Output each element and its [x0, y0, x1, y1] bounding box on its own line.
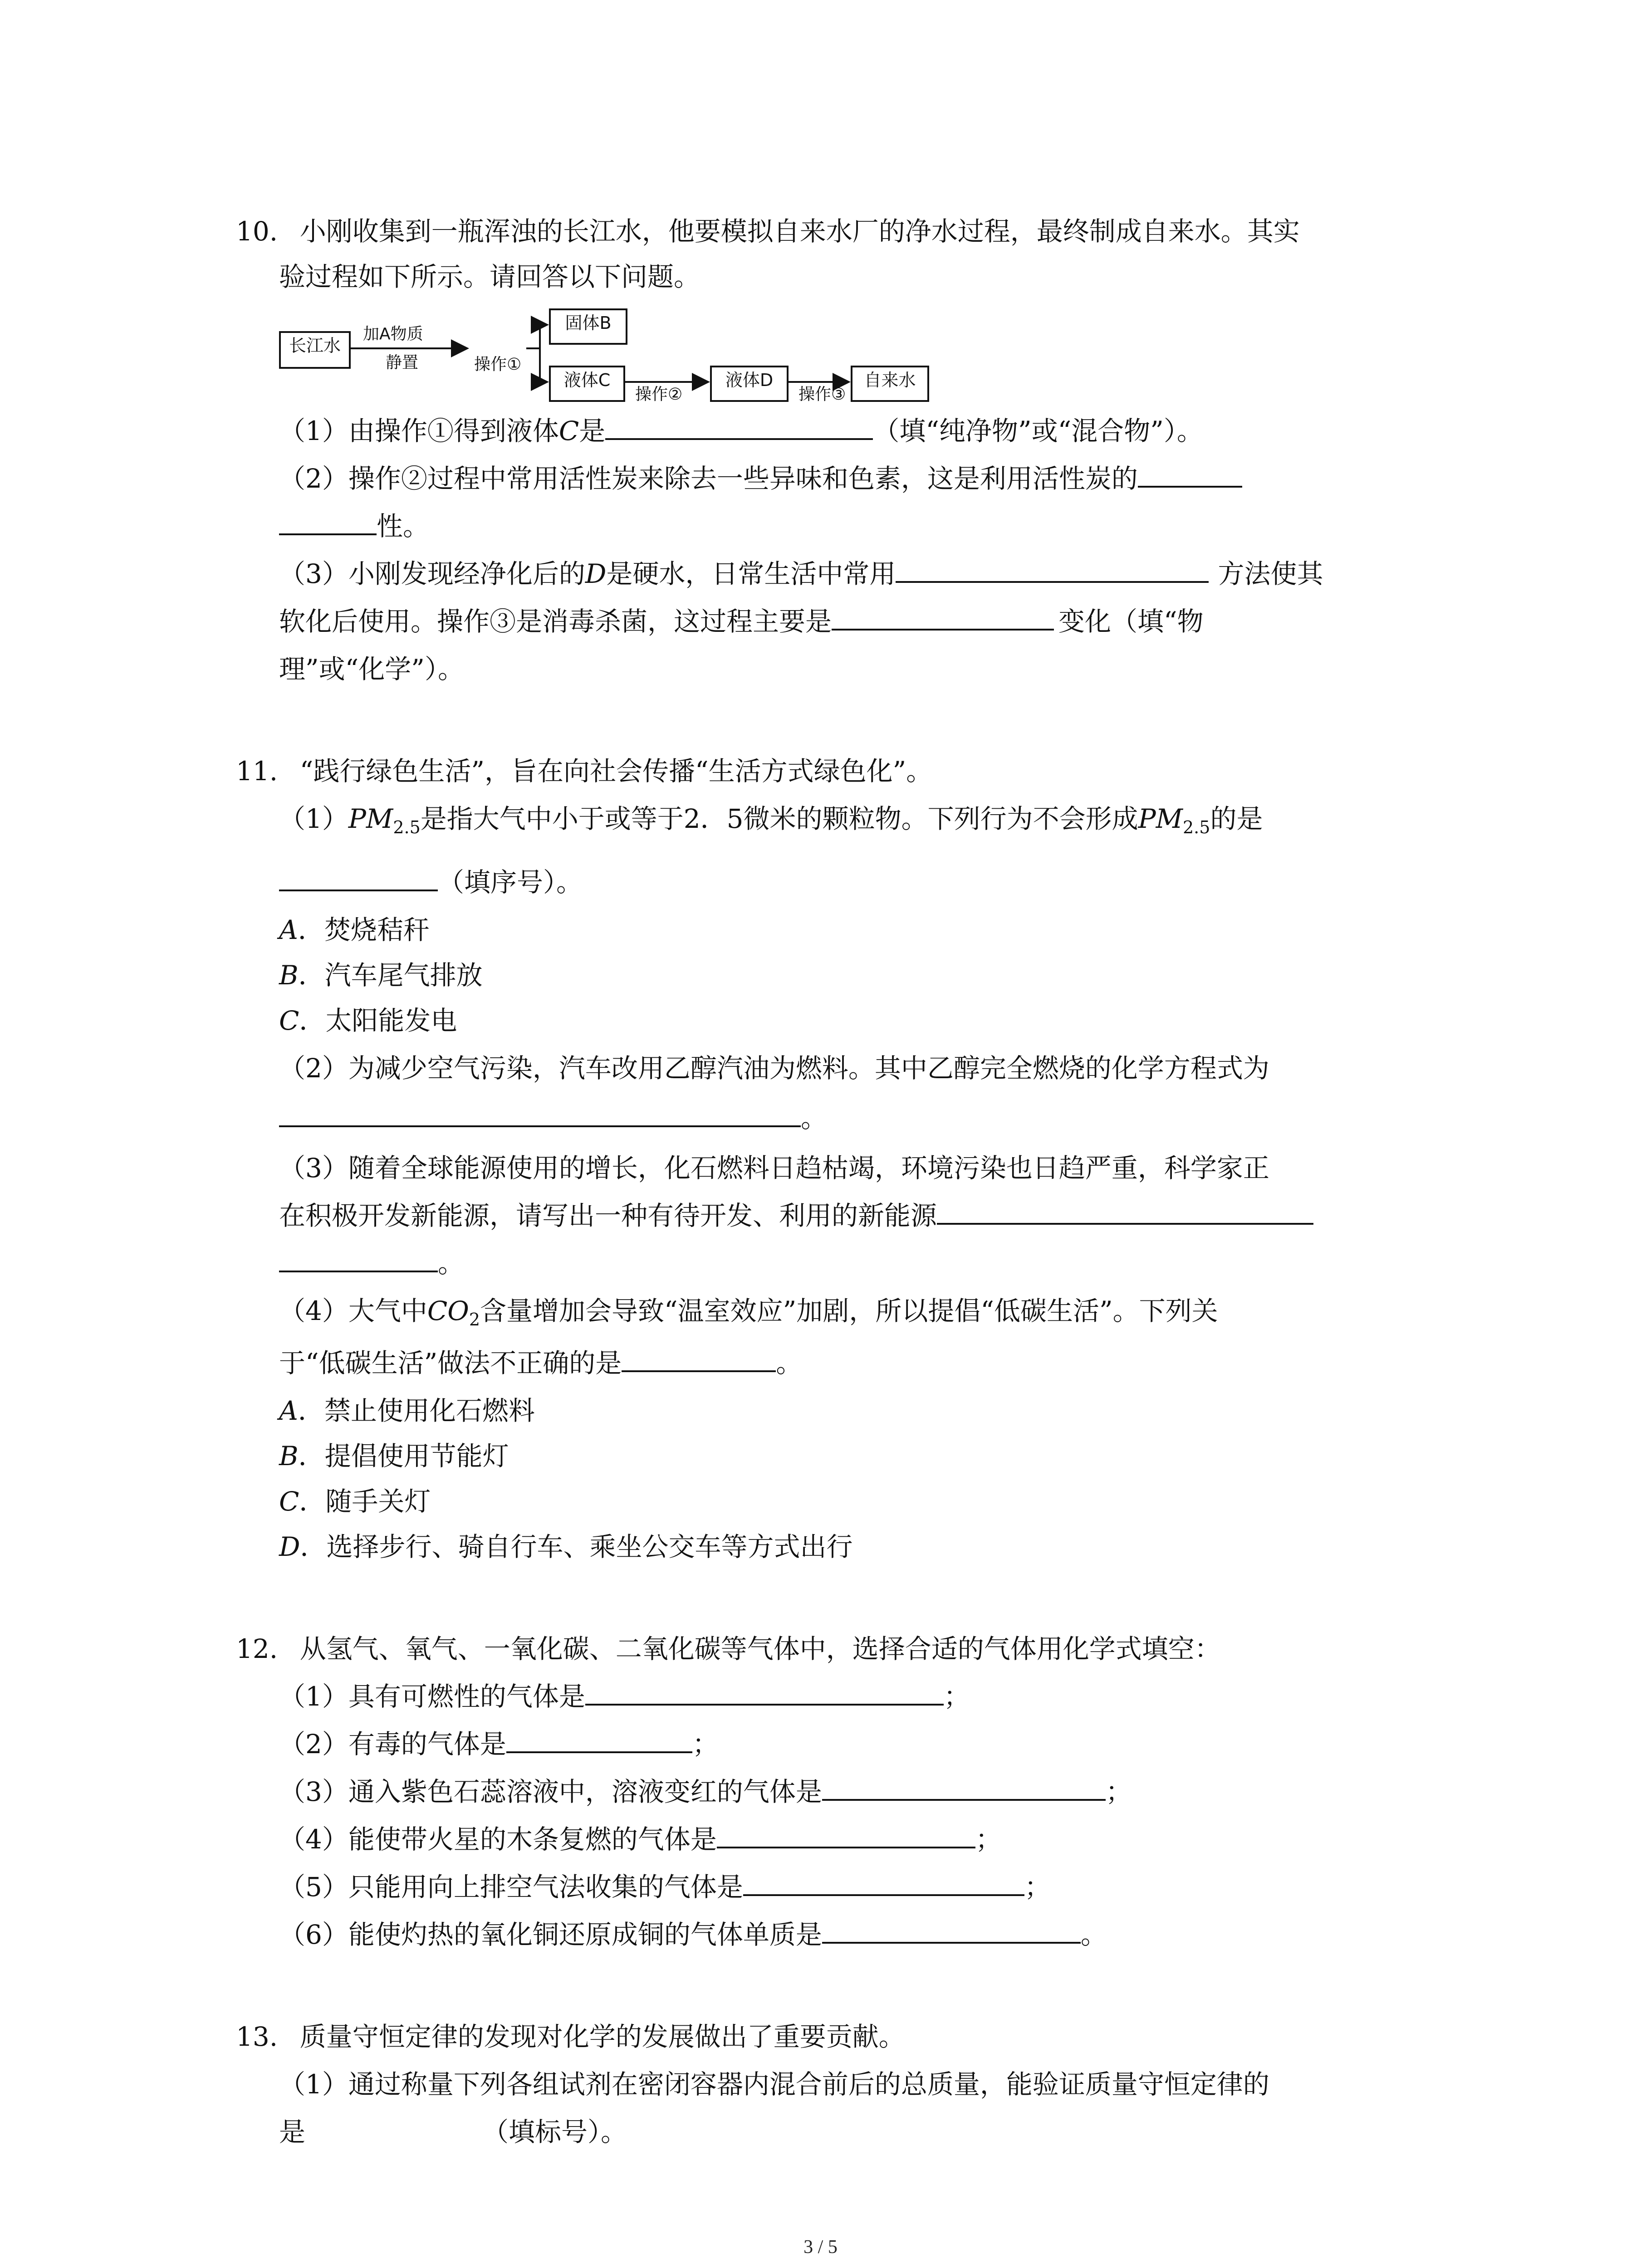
q12-stem	[236, 1631, 1221, 1667]
q12-item-end: ；	[1105, 1776, 1132, 1807]
q11-p1-option-c	[279, 1002, 457, 1039]
q12-item-end: ；	[943, 1681, 970, 1712]
q13-part1: （1）通过称量下列各组试剂在密闭容器内混合前后的总质量，能验证质量守恒定律的	[279, 2069, 1269, 2100]
flow-box-solid: 固体B	[549, 308, 627, 345]
q11-p4-option-d	[279, 1529, 853, 1565]
flow-arrows	[0, 0, 1641, 454]
q11-pm-sub: 2.5	[393, 817, 421, 837]
q10-p2-text-a: （2）操作②过程中常用活性炭来除去一些异味和色素，这是利用活性炭的	[279, 463, 1138, 494]
q11-p1-text-c: 的是	[1210, 803, 1263, 834]
option-text: ．焚烧秸秆	[298, 914, 430, 945]
q12-number: 12.	[236, 1633, 278, 1664]
q12-stem-text: 从氢气、氧气、一氧化碳、二氧化碳等气体中，选择合适的气体用化学式填空：	[299, 1633, 1221, 1664]
q10-part3-line3: 理”或“化学”）。	[279, 654, 464, 684]
option-letter: C	[279, 1005, 299, 1036]
q11-pm-sub-2: 2.5	[1183, 817, 1210, 837]
q11-part3: （3）随着全球能源使用的增长，化石燃料日趋枯竭，环境污染也日趋严重，科学家正	[279, 1153, 1269, 1183]
option-text: ．提倡使用节能灯	[298, 1441, 509, 1471]
flow-box-start: 长江水	[279, 331, 351, 369]
q13-stem	[236, 2019, 905, 2055]
q11-p1-text-a: （1）	[279, 803, 348, 834]
option-text: ．汽车尾气排放	[298, 960, 483, 991]
q11-p2-end: 。	[801, 1103, 828, 1134]
q11-part4-line2	[279, 1345, 802, 1381]
flow-box-liquidC: 液体C	[549, 366, 625, 402]
q11-co-sub: 2	[469, 1310, 480, 1330]
q10-p3-text-b: 是硬水，日常生活中常用	[606, 558, 896, 589]
q13-part1-line2	[279, 2114, 627, 2150]
option-letter: C	[279, 1486, 299, 1517]
q10-p2-text-b: 性。	[377, 511, 430, 542]
page-number: 3 / 5	[803, 2237, 838, 2258]
q11-part2: （2）为减少空气污染，汽车改用乙醇汽油为燃料。其中乙醇完全燃烧的化学方程式为	[279, 1053, 1269, 1084]
q11-p1-option-a	[279, 912, 430, 948]
q11-pm: PM	[348, 803, 393, 834]
option-letter: B	[279, 960, 299, 991]
q10-p2-blank-a[interactable]	[1138, 461, 1242, 488]
q10-part3-line2	[279, 603, 1204, 640]
q11-p4-text-b: 含量增加会导致“温室效应”加剧，所以提倡“低碳生活”。下列关	[480, 1295, 1218, 1326]
q12-item-text: （5）只能用向上排空气法收集的气体是	[279, 1872, 743, 1902]
q10-p3-blank-b[interactable]	[832, 604, 1054, 631]
q12-item-end: ；	[1024, 1872, 1051, 1902]
q10-p3-text-a: （3）小刚发现经净化后的	[279, 558, 585, 589]
q10-p1-text-b: 是	[579, 415, 606, 446]
q10-p3-text-d: 软化后使用。操作③是消毒杀菌，这过程主要是	[279, 606, 832, 637]
flow-op2: 操作②	[635, 385, 683, 404]
option-letter: D	[279, 1531, 300, 1562]
q12-item-6-blank[interactable]	[822, 1917, 1081, 1944]
q13-number: 13.	[236, 2021, 278, 2052]
q10-number: 10.	[236, 216, 278, 247]
q12-item-4	[279, 1821, 1002, 1857]
flow-step1-bottom: 静置	[386, 353, 419, 372]
q12-item-end: ；	[975, 1824, 1002, 1855]
q11-p4-option-c	[279, 1483, 431, 1520]
option-letter: A	[279, 1395, 298, 1426]
q11-p1-blank[interactable]	[279, 865, 438, 891]
q11-p3-blank-a[interactable]	[937, 1198, 1313, 1225]
q11-p1-text-d: （填序号）。	[438, 867, 583, 898]
q10-p2-blank-b[interactable]	[279, 509, 377, 535]
q10-part2	[279, 460, 1242, 497]
q12-item-4-blank[interactable]	[717, 1822, 975, 1848]
q11-part3-line2	[279, 1198, 1313, 1234]
q10-stem-text: 小刚收集到一瓶浑浊的长江水，他要模拟自来水厂的净水过程，最终制成自来水。其实	[299, 216, 1300, 247]
q10-stem-line2: 验过程如下所示。请回答以下问题。	[279, 261, 700, 292]
option-text: ．禁止使用化石燃料	[298, 1395, 535, 1426]
q11-part2-cont	[279, 1100, 827, 1136]
q12-item-text: （1）具有可燃性的气体是	[279, 1681, 585, 1712]
q12-item-text: （6）能使灼热的氧化铜还原成铜的气体单质是	[279, 1919, 822, 1950]
q11-p3-text-b: 在积极开发新能源，请写出一种有待开发、利用的新能源	[279, 1200, 937, 1231]
q12-item-1	[279, 1678, 970, 1715]
q10-p1-var: C	[558, 415, 579, 446]
q10-p3-text-c: 方法使其	[1218, 558, 1323, 589]
q11-p4-blank[interactable]	[622, 1346, 776, 1372]
q11-part3-line3	[279, 1245, 464, 1281]
q12-item-3-blank[interactable]	[822, 1774, 1106, 1801]
flow-box-liquidD: 液体D	[710, 366, 789, 402]
flow-op1: 操作①	[474, 355, 522, 374]
q11-p4-text-c: 于“低碳生活”做法不正确的是	[279, 1348, 622, 1378]
flow-step1-top: 加A物质	[363, 325, 423, 343]
option-text: ．选择步行、骑自行车、乘坐公交车等方式出行	[300, 1531, 853, 1562]
q10-p1-text-a: （1）由操作①得到液体	[279, 415, 559, 446]
q11-part4	[279, 1293, 1218, 1338]
q13-p1-text-b: 是	[279, 2116, 306, 2147]
q11-p1-text-b: 是指大气中小于或等于2．5微米的颗粒物。下列行为不会形成	[420, 803, 1138, 834]
q12-item-end: 。	[1080, 1919, 1107, 1950]
q11-p3-blank-b[interactable]	[279, 1246, 438, 1272]
q10-part2-cont	[279, 508, 429, 544]
q11-stem-text: “践行绿色生活”，旨在向社会传播“生活方式绿色化”。	[299, 756, 933, 787]
q10-p3-var: D	[585, 558, 607, 589]
q10-part3	[279, 556, 1323, 592]
q12-item-text: （4）能使带火星的木条复燃的气体是	[279, 1824, 717, 1855]
q11-p1-option-b	[279, 957, 483, 993]
q11-part1-cont	[279, 864, 583, 900]
q12-item-text: （2）有毒的气体是	[279, 1729, 506, 1760]
flow-box-end: 自来水	[851, 366, 929, 402]
q11-p4-end: 。	[776, 1348, 803, 1378]
q12-item-text: （3）通入紫色石蕊溶液中，溶液变红的气体是	[279, 1776, 822, 1807]
q13-stem-text: 质量守恒定律的发现对化学的发展做出了重要贡献。	[299, 2021, 905, 2052]
q10-p1-text-c: （填“纯净物”或“混合物”）。	[873, 415, 1203, 446]
q10-part1	[279, 413, 1203, 449]
q12-item-end: ；	[692, 1729, 719, 1760]
q10-p3-blank-a[interactable]	[896, 557, 1209, 583]
q11-p3-end: 。	[438, 1248, 465, 1279]
option-text: ．随手关灯	[299, 1486, 431, 1517]
q10-p3-text-e: 变化（填“物	[1058, 606, 1204, 637]
q13-p1-text-c: （填标号）。	[482, 2116, 627, 2147]
q11-pm-2: PM	[1138, 803, 1183, 834]
q12-item-5	[279, 1869, 1051, 1905]
q10-p1-blank[interactable]	[605, 414, 873, 440]
q11-number: 11.	[236, 756, 278, 787]
q12-item-6	[279, 1916, 1107, 1953]
q12-item-2-blank[interactable]	[506, 1727, 692, 1753]
q11-part1	[279, 801, 1263, 846]
option-letter: A	[279, 914, 298, 945]
option-text: ．太阳能发电	[299, 1005, 457, 1036]
q12-item-2	[279, 1726, 719, 1762]
q12-item-3	[279, 1774, 1132, 1810]
q11-p4-option-a	[279, 1393, 535, 1429]
q11-p4-option-b	[279, 1438, 509, 1474]
q11-stem	[236, 753, 932, 789]
flow-op3: 操作③	[798, 385, 846, 404]
q11-co: CO	[427, 1295, 469, 1326]
q12-item-1-blank[interactable]	[585, 1679, 944, 1706]
q11-p4-text-a: （4）大气中	[279, 1295, 427, 1326]
q12-item-5-blank[interactable]	[743, 1870, 1024, 1896]
q11-p2-blank[interactable]	[279, 1101, 801, 1127]
option-letter: B	[279, 1441, 299, 1471]
